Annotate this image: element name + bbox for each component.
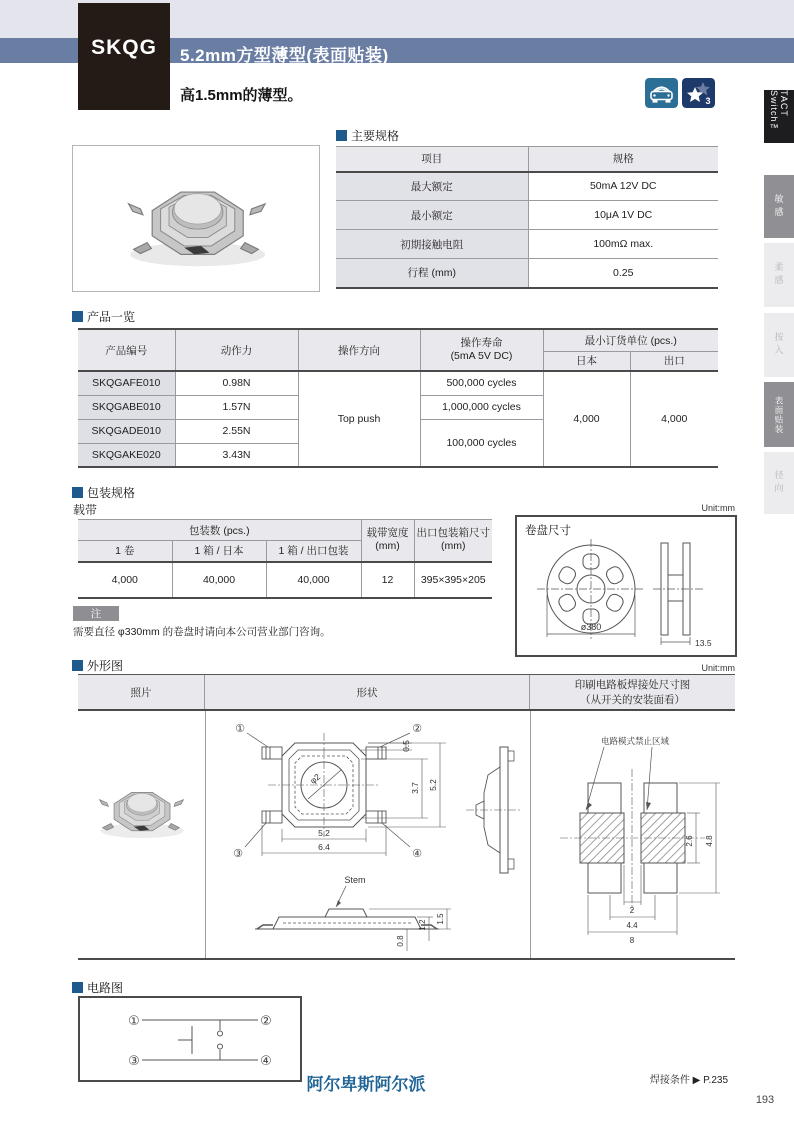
page-number: 193: [755, 1094, 775, 1106]
table-row: 4,000 40,000 40,000 12 395×395×205: [78, 562, 492, 598]
reel-title: 卷盘尺寸: [525, 525, 571, 537]
spec-header-value: 规格: [528, 147, 718, 172]
col-moq-export: 出口: [630, 351, 718, 371]
circuit-diagram-box: [78, 996, 302, 1082]
tact-switch-label: TACT Switch™: [769, 90, 789, 134]
outline-table-body: [78, 711, 735, 960]
keepout-label: 电路模式禁止区域: [600, 736, 670, 746]
pad-pitch-dim: 4.4: [626, 921, 638, 930]
column-divider: [530, 711, 531, 958]
circuit-pin-1: ①: [128, 1013, 140, 1028]
star-icon-number: 3: [705, 96, 711, 106]
note-text: 需要直径 φ330mm 的卷盘时请向本公司营业部门咨询。: [73, 626, 331, 638]
section-packaging: 包装规格: [72, 484, 135, 501]
col-shape: 形状: [205, 675, 530, 709]
section-product-list: 产品一览: [72, 308, 135, 325]
moq-japan-cell: 4,000: [543, 371, 630, 467]
col-carton-size: 出口包装箱尺寸 (mm): [414, 520, 492, 562]
column-divider: [205, 711, 206, 958]
table-row: 初期接触电阻 100mΩ max.: [336, 230, 718, 259]
top-view-drawing: [220, 715, 468, 867]
tab-sensitive: 敏感: [764, 175, 794, 238]
series-code-box: [78, 3, 170, 110]
circuit-pin-3: ③: [128, 1053, 140, 1068]
direction-cell: Top push: [298, 371, 420, 467]
moq-export-cell: 4,000: [630, 371, 718, 467]
brand-logo-text: 阿尔卑斯阿尔派: [306, 1075, 426, 1094]
packaging-table: [78, 519, 492, 599]
section-square-icon: [72, 660, 83, 671]
reel-unit-label: Unit:mm: [701, 503, 735, 513]
outline-photo: [84, 763, 198, 855]
page-subtitle: 高1.5mm的薄型。: [180, 87, 303, 104]
section-square-icon: [72, 311, 83, 322]
pad-gap-dim: 2: [629, 906, 635, 915]
section-outline: 外形图: [72, 657, 123, 674]
main-spec-table: [336, 146, 718, 289]
tab-surface-mount: 表面贴装: [764, 382, 794, 447]
pin-4-label: ④: [412, 848, 422, 860]
body-width-dim: 5.2: [318, 828, 330, 838]
tab-soft: 柔感: [764, 243, 794, 307]
solder-condition-ref: 焊接条件 ▶ P.235: [649, 1075, 728, 1086]
col-force: 动作力: [175, 329, 298, 371]
table-row: 行程 (mm) 0.25: [336, 259, 718, 288]
col-product-code: 产品编号: [78, 329, 175, 371]
spec-header-item: 项目: [336, 147, 528, 172]
section-square-icon: [72, 487, 83, 498]
stem-diameter-dim: φ2: [307, 771, 323, 786]
star-3-icon: [682, 78, 715, 113]
section-main-specs: 主要规格: [336, 127, 399, 144]
solder-page-ref: P.235: [703, 1075, 728, 1086]
col-moq: 最小订货单位 (pcs.): [543, 329, 718, 351]
col-photo: 照片: [78, 675, 205, 709]
dim-1-5: 1.5: [436, 913, 445, 925]
product-photo-frame: [72, 145, 320, 292]
outline-table-header: [78, 674, 735, 711]
pin-2-label: ②: [412, 723, 422, 735]
col-direction: 操作方向: [298, 329, 420, 371]
col-moq-japan: 日本: [543, 351, 630, 371]
pcb-pad-layout: [540, 733, 730, 945]
circuit-pin-4: ④: [260, 1053, 272, 1068]
circuit-pin-2: ②: [260, 1013, 272, 1028]
terminal-span-dim: 6.4: [318, 842, 330, 852]
pad-height-dim: 4.8: [705, 835, 714, 847]
side-view-drawing: [235, 871, 465, 959]
table-row: 最小额定 10μA 1V DC: [336, 201, 718, 230]
section-square-icon: [336, 130, 347, 141]
tact-switch-tab: [764, 90, 794, 143]
reel-width-dim: 13.5: [695, 638, 712, 648]
arrow-icon: ▶: [692, 1075, 701, 1086]
note-badge: 注: [73, 606, 119, 621]
col-one-box-export: 1 箱 / 出口包装: [266, 541, 361, 562]
section-circuit: 电路图: [72, 979, 123, 996]
col-pcb-layout: 印刷电路板焊接处尺寸图 （从开关的安装面看）: [574, 679, 691, 706]
col-package-qty: 包装数 (pcs.): [78, 520, 361, 541]
circuit-diagram: [120, 1006, 280, 1074]
section-square-icon: [72, 982, 83, 993]
product-table: [78, 328, 718, 468]
col-one-reel: 1 卷: [78, 541, 172, 562]
page-title: 5.2mm方型薄型(表面贴装): [180, 46, 389, 65]
edge-offset-dim: 0.5: [401, 740, 411, 752]
col-tape-width: 载带宽度 (mm): [361, 520, 414, 562]
reel-drawing: [521, 537, 733, 651]
switch-photo: [101, 160, 291, 278]
tab-radial: 径向: [764, 452, 794, 514]
body-height-dim: 5.2: [428, 779, 438, 791]
series-code: SKQG: [91, 36, 157, 59]
pin-1-label: ①: [235, 723, 245, 735]
outline-unit-label: Unit:mm: [701, 663, 735, 673]
table-row: SKQGABE010 1.57N 1,000,000 cycles: [78, 395, 718, 419]
table-row: 最大额定 50mA 12V DC: [336, 172, 718, 201]
automotive-icon: [645, 78, 678, 113]
side-profile-drawing: [462, 735, 524, 885]
keepout-height-dim: 2.6: [685, 835, 694, 847]
table-row: SKQGAKE020 3.43N: [78, 443, 718, 467]
packaging-subsection: 载带: [73, 503, 98, 517]
col-life: 操作寿命 (5mA 5V DC): [420, 329, 543, 371]
inner-height-dim: 3.7: [410, 782, 420, 794]
dim-1-2: 1.2: [418, 919, 427, 931]
col-one-box-japan: 1 箱 / 日本: [172, 541, 266, 562]
pad-span-dim: 8: [629, 936, 635, 945]
dim-0-8: 0.8: [396, 935, 405, 947]
table-row: SKQGAFE010 0.98N Top push 500,000 cycles 4,000 4,000: [78, 371, 718, 395]
reel-dimension-box: [515, 515, 737, 657]
reel-diameter-dim: ø380: [580, 622, 602, 632]
tab-push: 按入: [764, 313, 794, 377]
pin-3-label: ③: [233, 848, 243, 860]
stem-label: Stem: [344, 875, 366, 885]
table-row: SKQGADE010 2.55N 100,000 cycles: [78, 419, 718, 443]
